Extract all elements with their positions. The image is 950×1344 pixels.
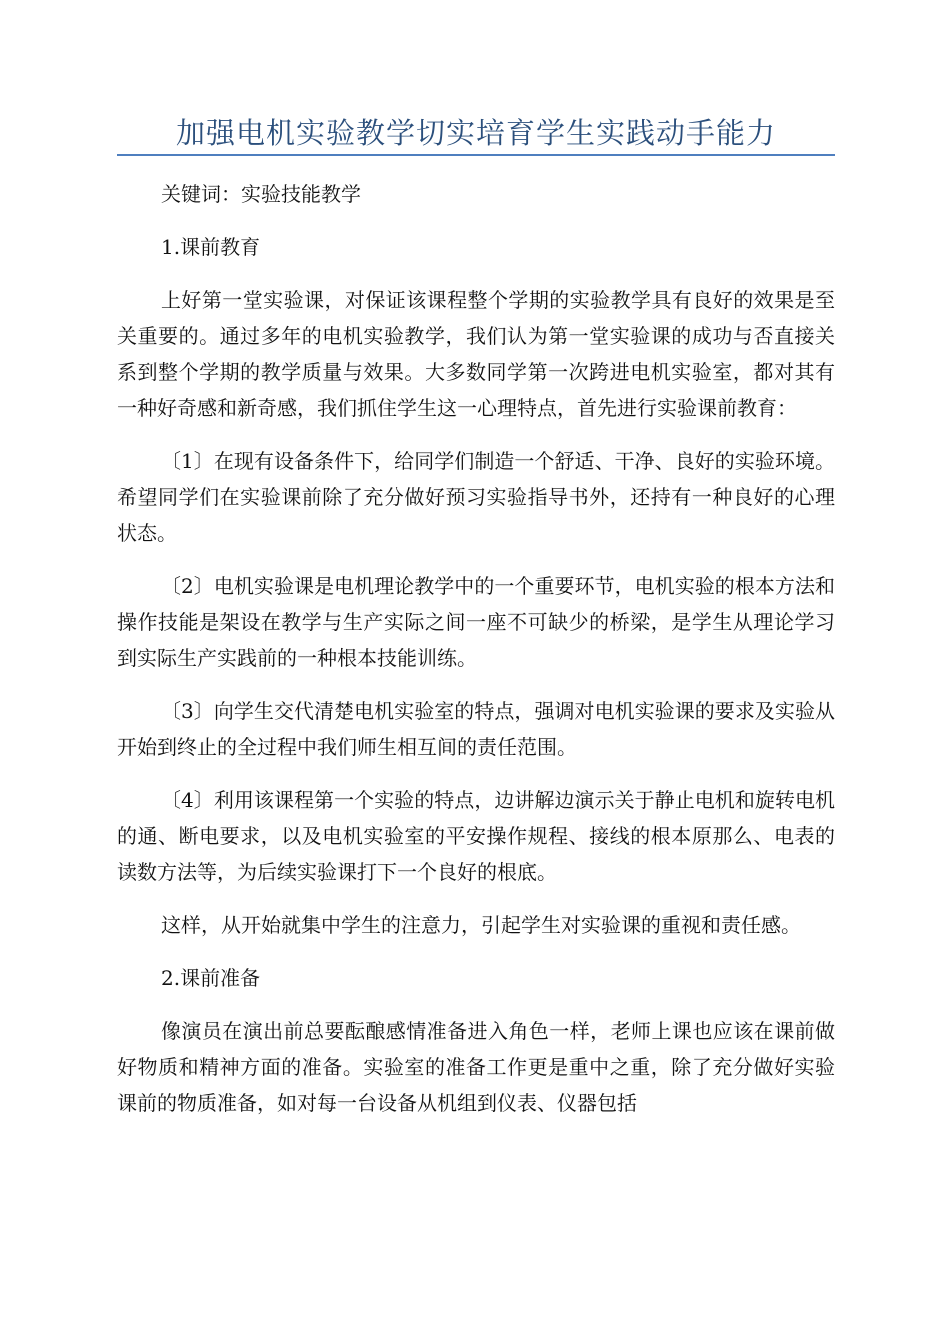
paragraph: 像演员在演出前总要酝酿感情准备进入角色一样，老师上课也应该在课前做好物质和精神方面的准备。实验室的准备工作更是重中之重，除了充分做好实验课前的物质准备，如对每一台设备从机组到仪表、仪器包括 [117,1019,835,1115]
title-underline [117,154,835,156]
paragraph: 上好第一堂实验课，对保证该课程整个学期的实验教学具有良好的效果是至关重要的。通过多年的电机实验教学，我们认为第一堂实验课的成功与否直接关系到整个学期的教学质量与效果。大多数同学第一次跨进电机实验室，都对其有一种好奇感和新奇感，我们抓住学生这一心理特点，首先进行实验课前教育： [117,288,835,420]
list-item-3: 〔3〕向学生交代清楚电机实验室的特点，强调对电机实验课的要求及实验从开始到终止的全过程中我们师生相互间的责任范围。 [117,699,835,759]
section-heading-2: 2.课前准备 [161,966,261,990]
list-item-2: 〔2〕电机实验课是电机理论教学中的一个重要环节，电机实验的根本方法和操作技能是架设在教学与生产实际之间一座不可缺少的桥梁，是学生从理论学习到实际生产实践前的一种根本技能训练。 [117,574,835,670]
section-heading-1: 1.课前教育 [161,235,261,259]
keywords-line: 关键词：实验技能教学 [161,182,361,206]
document-title: 加强电机实验教学切实培育学生实践动手能力 [175,116,776,150]
document-body [117,176,835,1138]
list-item-4: 〔4〕利用该课程第一个实验的特点，边讲解边演示关于静止电机和旋转电机的通、断电要求，以及电机实验室的平安操作规程、接线的根本原那么、电表的读数方法等，为后续实验课打下一个良好的根底。 [117,788,835,884]
paragraph: 这样，从开始就集中学生的注意力，引起学生对实验课的重视和责任感。 [161,913,801,937]
list-item-1: 〔1〕在现有设备条件下，给同学们制造一个舒适、干净、良好的实验环境。希望同学们在实验课前除了充分做好预习实验指导书外，还持有一种良好的心理状态。 [117,449,835,545]
